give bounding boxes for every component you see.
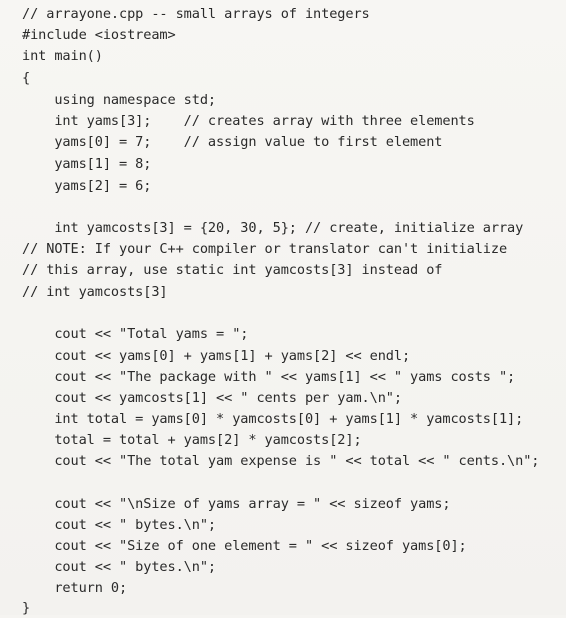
code-line: #include <iostream> [22,27,176,43]
code-line: return 0; [22,580,128,596]
code-line: int yams[3]; // creates array with three elements [22,113,475,129]
code-line: using namespace std; [22,92,217,108]
code-line: // arrayone.cpp -- small arrays of integers [22,6,370,22]
code-line: int main() [22,48,103,64]
code-line: cout << " bytes.\n"; [22,559,217,575]
code-line: int total = yams[0] * yamcosts[0] + yams[1] * yamcosts[1]; [22,411,524,427]
code-line: // this array, use static int yamcosts[3] instead of [22,262,443,278]
code-line: cout << yams[0] + yams[1] + yams[2] << endl; [22,348,411,364]
code-line: total = total + yams[2] * yamcosts[2]; [22,432,362,448]
code-line: cout << "Total yams = "; [22,326,249,342]
code-line: // NOTE: If your C++ compiler or translator can't initialize [22,241,508,257]
code-line: cout << yamcosts[1] << " cents per yam.\n"; [22,390,402,406]
code-line: yams[2] = 6; [22,178,152,194]
code-line: cout << "The package with " << yams[1] << " yams costs "; [22,369,516,385]
code-line: { [22,70,31,86]
code-line: cout << "Size of one element = " << sizeof yams[0]; [22,538,467,554]
code-line: // int yamcosts[3] [22,284,168,300]
code-line: int yamcosts[3] = {20, 30, 5}; // create, initialize array [22,220,524,236]
code-line: yams[1] = 8; [22,156,152,172]
code-line: cout << "\nSize of yams array = " << sizeof yams; [22,496,451,512]
code-line: yams[0] = 7; // assign value to first element [22,134,443,150]
code-line: cout << " bytes.\n"; [22,517,217,533]
code-line: } [22,600,31,616]
code-line: cout << "The total yam expense is " << total << " cents.\n"; [22,453,540,469]
